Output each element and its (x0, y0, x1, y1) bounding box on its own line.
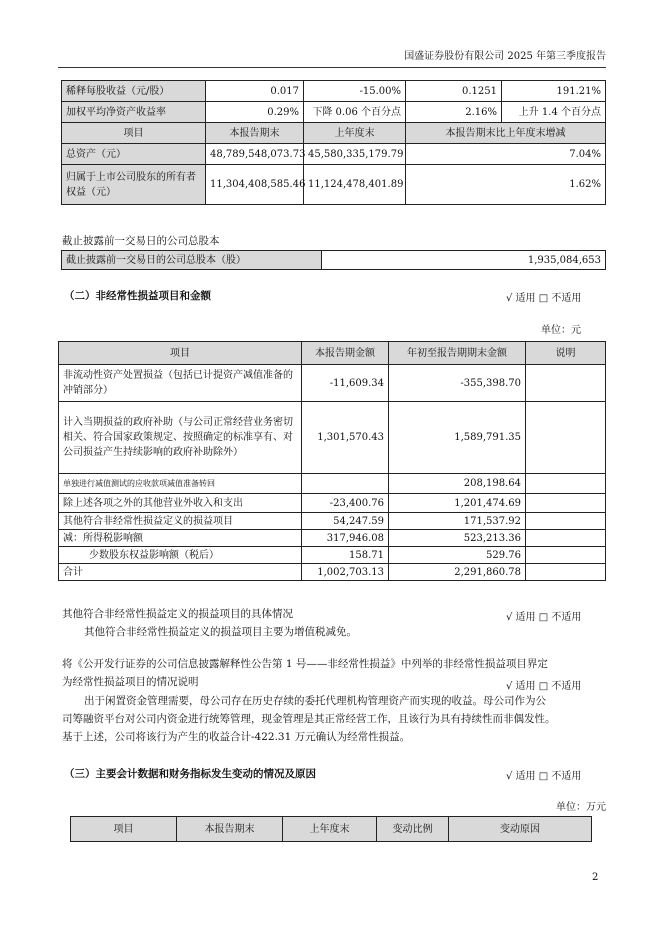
table-row (62, 251, 606, 270)
cell: 171,537.92 (389, 513, 526, 530)
cell (526, 564, 606, 581)
paragraph: 基于上述，公司将该行为产生的收益合计-422.31 万元确认为经常性损益。 (62, 731, 411, 743)
cell: 208,198.64 (389, 474, 526, 494)
non-recurring-table (58, 341, 606, 581)
column-header: 本报告期末 (177, 817, 283, 842)
cell (526, 513, 606, 530)
cell: 2,291,860.78 (389, 564, 526, 581)
cell: 0.1251 (406, 81, 502, 102)
applicable-checkbox: √ 适用 □ 不适用 (506, 612, 582, 623)
definition-line: 将《公开发行证券的公司信息披露解释性公告第 1 号——非经常性损益》中列举的非经常性损益项目界定 (62, 658, 548, 670)
cell: 其他符合非经常性损益定义的损益项目 (59, 513, 302, 530)
cell: 48,789,548,073.73 (206, 144, 304, 165)
table-row (62, 102, 606, 123)
table-row (59, 530, 606, 547)
other-items-line: 其他符合非经常性损益定义的损益项目的具体情况 (62, 608, 293, 620)
cell: 稀释每股收益（元/股） (62, 81, 206, 102)
header-divider (58, 67, 606, 68)
cell (526, 547, 606, 564)
applicable-checkbox: √ 适用 □ 不适用 (506, 293, 582, 304)
cell: 1.62% (406, 165, 606, 205)
cell: 45,580,335,179.79 (304, 144, 406, 165)
section-title: （三）主要会计数据和财务指标发生变动的情况及原因 (64, 768, 316, 780)
unit-label: 单位：元 (541, 325, 581, 336)
cell: 归属于上市公司股东的所有者权益（元） (62, 165, 206, 205)
cell: 计入当期损益的政府补助（与公司正常经营业务密切相关、符合国家政策规定、按照确定的标准享有、对公司损益产生持续影响的政府补助除外） (59, 402, 302, 474)
cell: 529.76 (389, 547, 526, 564)
cell: -23,400.76 (302, 494, 389, 513)
changes-table (70, 816, 592, 842)
cell: 减：所得税影响额 (59, 530, 302, 547)
section-title: （二）非经常性损益项目和金额 (64, 290, 211, 302)
cell: 1,589,791.35 (389, 402, 526, 474)
unit-label: 单位：万元 (556, 802, 606, 813)
capital-table (61, 250, 606, 270)
cell (526, 402, 606, 474)
cell: 少数股东权益影响额（税后） (59, 547, 302, 564)
table-row (59, 513, 606, 530)
cell (526, 494, 606, 513)
table-row (62, 165, 606, 205)
column-header: 项目 (59, 342, 302, 365)
applicable-checkbox: √ 适用 □ 不适用 (506, 681, 582, 692)
column-header: 上年度末 (283, 817, 377, 842)
cell: 7.04% (406, 144, 606, 165)
column-header: 年初至报告期期末金额 (389, 342, 526, 365)
column-header: 变动比例 (377, 817, 449, 842)
cell: 下降 0.06 个百分点 (304, 102, 406, 123)
paragraph: 司筹融资平台对公司内资金进行统筹管理，现金管理是其正常经营工作，且该行为具有持续性而非偶发性。 (62, 713, 556, 725)
other-items-detail: 其他符合非经常性损益定义的损益项目主要为增值税减免。 (84, 626, 357, 638)
cell: 除上述各项之外的其他营业外收入和支出 (59, 494, 302, 513)
cell (302, 474, 389, 494)
table-header-row (62, 123, 606, 144)
cell: 0.29% (206, 102, 304, 123)
column-header: 本报告期金额 (302, 342, 389, 365)
cell: 523,213.36 (389, 530, 526, 547)
column-header: 说明 (526, 342, 606, 365)
table-header-row (59, 342, 606, 365)
cell: 1,935,084,653 (322, 251, 606, 270)
table-row (59, 474, 606, 494)
cell: 191.21% (502, 81, 606, 102)
definition-line: 为经常性损益项目的情况说明 (62, 676, 199, 688)
table-row (62, 81, 606, 102)
cell (526, 365, 606, 402)
capital-caption: 截止披露前一交易日的公司总股本 (62, 235, 220, 247)
cell: 1,301,570.43 (302, 402, 389, 474)
table-row (59, 402, 606, 474)
cell: -11,609.34 (302, 365, 389, 402)
cell: -355,398.70 (389, 365, 526, 402)
cell: 单独进行减值测试的应收款项减值准备转回 (59, 474, 302, 494)
cell: 2.16% (406, 102, 502, 123)
table-row (62, 144, 606, 165)
table-row (59, 365, 606, 402)
page-number: 2 (592, 872, 599, 883)
table-header-row (71, 817, 592, 842)
column-header: 项目 (71, 817, 177, 842)
cell: 截止披露前一交易日的公司总股本（股） (62, 251, 322, 270)
table-row (59, 494, 606, 513)
cell: 1,002,703.13 (302, 564, 389, 581)
cell: 合计 (59, 564, 302, 581)
report-header-title: 国盛证券股份有限公司 2025 年第三季度报告 (404, 51, 606, 62)
column-header: 本报告期末比上年度末增减 (406, 123, 606, 144)
key-metrics-table (61, 80, 606, 205)
cell: 总资产（元） (62, 144, 206, 165)
column-header: 上年度末 (304, 123, 406, 144)
table-row (59, 564, 606, 581)
cell: 上升 1.4 个百分点 (502, 102, 606, 123)
paragraph: 出于闲置资金管理需要，母公司存在历史存续的委托代理机构管理资产而实现的收益。母公司作为公 (84, 695, 546, 707)
cell: 158.71 (302, 547, 389, 564)
cell (526, 530, 606, 547)
cell: 54,247.59 (302, 513, 389, 530)
cell: -15.00% (304, 81, 406, 102)
table-row (59, 547, 606, 564)
cell: 0.017 (206, 81, 304, 102)
cell (526, 474, 606, 494)
cell: 1,201,474.69 (389, 494, 526, 513)
column-header: 项目 (62, 123, 206, 144)
cell: 非流动性资产处置损益（包括已计提资产减值准备的冲销部分） (59, 365, 302, 402)
cell: 加权平均净资产收益率 (62, 102, 206, 123)
column-header: 本报告期末 (206, 123, 304, 144)
applicable-checkbox: √ 适用 □ 不适用 (506, 771, 582, 782)
cell: 317,946.08 (302, 530, 389, 547)
column-header: 变动原因 (449, 817, 592, 842)
cell: 11,304,408,585.46 (206, 165, 304, 205)
cell: 11,124,478,401.89 (304, 165, 406, 205)
